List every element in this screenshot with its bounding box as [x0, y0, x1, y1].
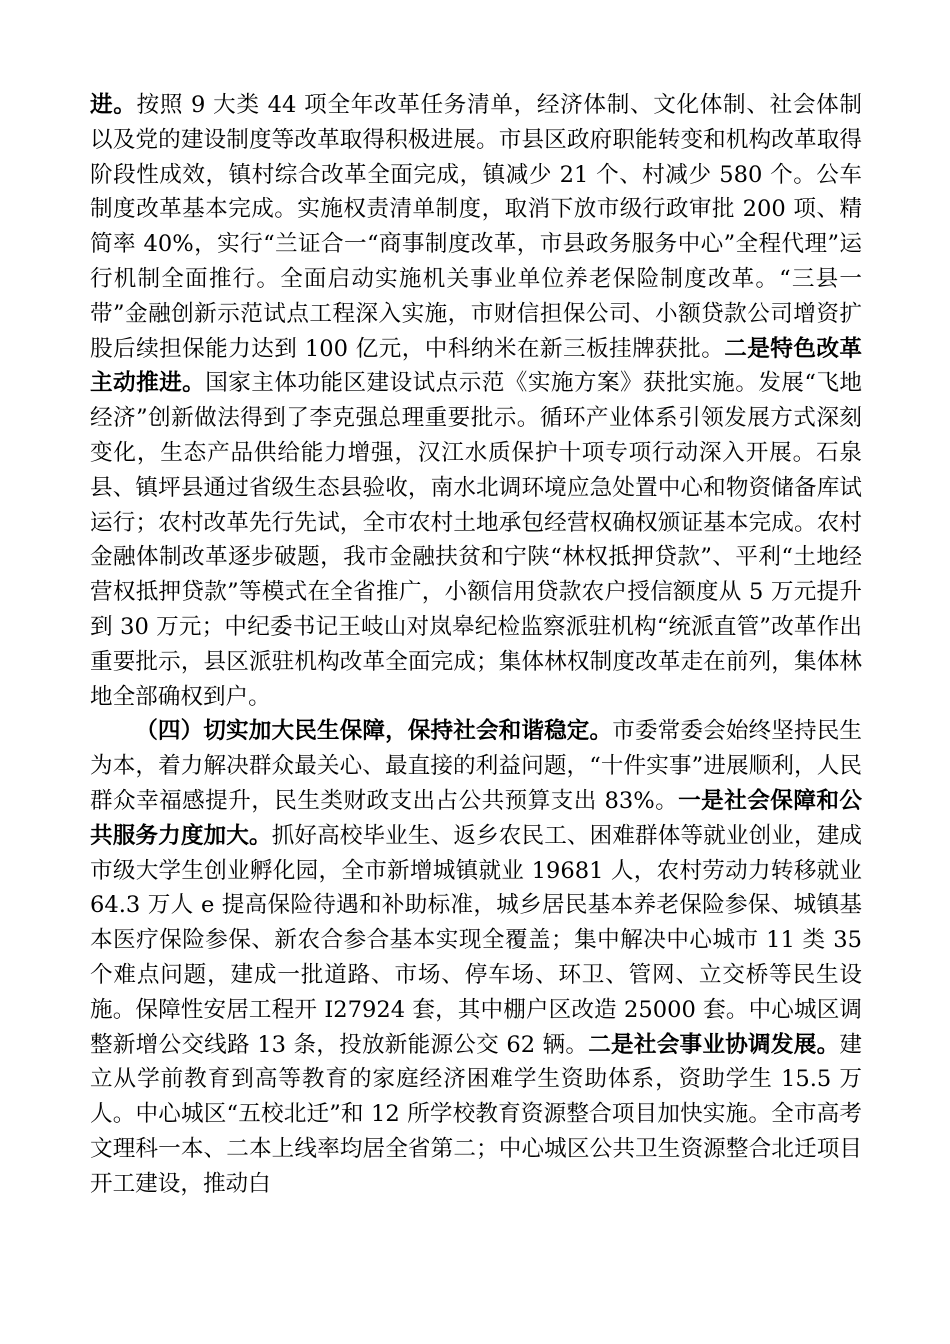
text-run: 建立从学前教育到高等教育的家庭经济困难学生资助体系，资助学生 15.5 万人。中心城区“五校北迁”和 12 所学校教育资源整合项目加快实施。全市高考文理科一本、二本上线率均居全省第二；中心城区公共卫生资源整合北迁项目开工建设，推动白 [90, 1031, 862, 1197]
bold-heading-special-reform: 二是特色改革主动推进。 [90, 335, 862, 397]
section-heading-four: （四）切实加大民生保障，保持社会和谐稳定。 [135, 718, 613, 745]
paragraph-reform-progress [90, 88, 862, 714]
bold-run: 进。 [90, 92, 137, 118]
text-run: 按照 9 大类 44 项全年改革任务清单，经济体制、文化体制、社会体制以及党的建设制度等改革取得积极进展。市县区政府职能转变和机构改革取得阶段性成效，镇村综合改革全面完成，镇减少 21 个、村减少 580 个。公车制度改革基本完成。实施权责清单制度，取消下放市级行政审批 200 项、精简率 40%，实行“兰证合一“商事制度改革，市县政务服务中心”全程代理”运行机制全面推行。全面启动实施机关事业单位养老保险制度改革。“三县一带”金融创新示范试点工程深入实施，市财信担保公司、小额贷款公司增资扩股后续担保能力达到 100 亿元，中科纳米在新三板挂牌获批。 [90, 92, 862, 362]
text-run: 抓好高校毕业生、返乡农民工、困难群体等就业创业，建成市级大学生创业孵化园，全市新增城镇就业 19681 人，农村劳动力转移就业 64.3 万人 e 提高保险待遇和补助标准，城乡居民基本养老保险参保、城镇基本医疗保险参保、新农合参合基本实现全覆盖；集中解决中心城市 11 类 35 个难点问题，建成一批道路、市场、停车场、环卫、管网、立交桥等民生设施。保障性安居工程开 I27924 套，其中棚户区改造 25000 套。中心城区调整新增公交线路 13 条，投放新能源公交 62 辆。 [90, 822, 863, 1058]
bold-heading-social-security: 一是社会保障和公共服务力度加大。 [90, 787, 862, 849]
bold-heading-social-affairs: 二是社会事业协调发展。 [588, 1031, 840, 1058]
document-page [90, 88, 862, 1202]
text-run: 市委常委会始终坚持民生为本，着力解决群众最关心、最直接的利益问题，“十件实事”进展顺利，人民群众幸福感提升，民生类财政支出占公共预算支出 83%。 [90, 718, 863, 814]
text-run: 国家主体功能区建设试点示范《实施方案》获批实施。发展“飞地经济”创新做法得到了李克强总理重要批示。循环产业体系引领发展方式深刻变化，生态产品供给能力增强，汉江水质保护十项专项行动深入开展。石泉县、镇坪县通过省级生态县验收，南水北调环境应急处置中心和物资储备库试运行；农村改革先行先试，全市农村土地承包经营权确权颁证基本完成。农村金融体制改革逐步破题，我市金融扶贫和宁陕“林权抵押贷款”、平利“土地经营权抵押贷款”等模式在全省推广，小额信用贷款农户授信额度从 5 万元提升到 30 万元；中纪委书记王岐山对岚皋纪检监察派驻机构“统派直管”改革作出重要批示，县区派驻机构改革全面完成；集体林权制度改革走在前列，集体林地全部确权到户。 [90, 370, 862, 710]
paragraph-livelihood-section [90, 714, 862, 1201]
